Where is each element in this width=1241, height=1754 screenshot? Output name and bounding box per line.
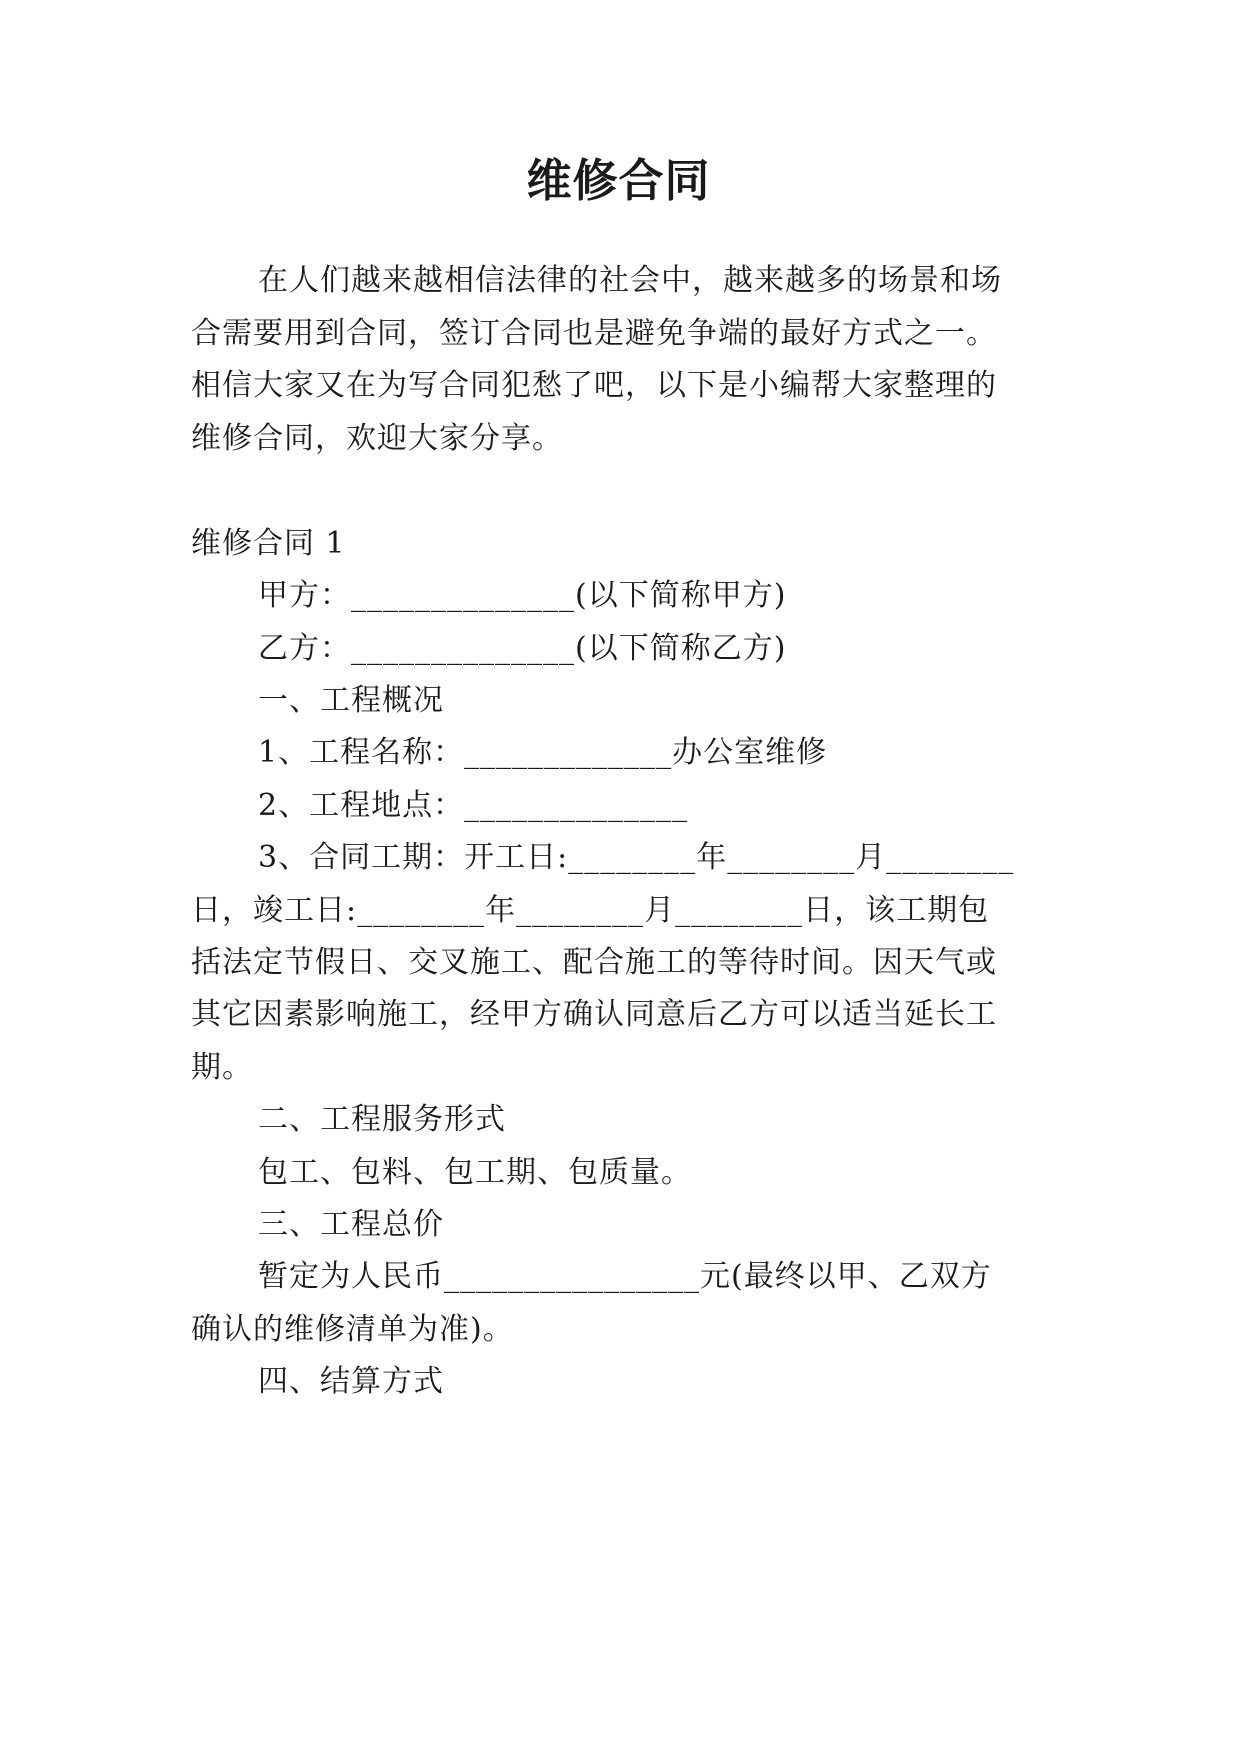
section-3-heading: 三、工程总价 bbox=[258, 1207, 444, 1242]
contract-period-line-1: 3、合同工期：开工日:________年________月________ bbox=[258, 840, 1015, 875]
project-location-line: 2、工程地点：______________ bbox=[258, 788, 689, 823]
document-title: 维修合同 bbox=[526, 154, 711, 207]
intro-line-3: 相信大家又在为写合同犯愁了吧，以下是小编帮大家整理的 bbox=[191, 368, 997, 403]
project-name-line: 1、工程名称：_____________办公室维修 bbox=[258, 735, 828, 770]
party-a-line: 甲方：______________(以下简称甲方) bbox=[258, 578, 787, 613]
contract-period-line-5: 期。 bbox=[191, 1050, 253, 1085]
section-1-heading: 一、工程概况 bbox=[258, 683, 444, 718]
section-2-heading: 二、工程服务形式 bbox=[258, 1102, 506, 1137]
party-b-line: 乙方：______________(以下简称乙方) bbox=[258, 631, 787, 666]
contract-period-line-3: 括法定节假日、交叉施工、配合施工的等待时间。因天气或 bbox=[191, 945, 997, 980]
intro-line-4: 维修合同，欢迎大家分享。 bbox=[191, 421, 563, 456]
intro-line-2: 合需要用到合同，签订合同也是避免争端的最好方式之一。 bbox=[191, 316, 997, 351]
contract-period-line-2: 日，竣工日:________年________月________日，该工期包 bbox=[191, 893, 990, 928]
section-3-body-line-1: 暂定为人民币________________元(最终以甲、乙双方 bbox=[258, 1259, 992, 1294]
section-2-body: 包工、包料、包工期、包质量。 bbox=[258, 1155, 692, 1190]
contract-period-line-4: 其它因素影响施工，经甲方确认同意后乙方可以适当延长工 bbox=[191, 997, 997, 1032]
contract-heading: 维修合同 1 bbox=[191, 526, 346, 561]
section-4-heading: 四、结算方式 bbox=[258, 1364, 444, 1399]
section-3-body-line-2: 确认的维修清单为准)。 bbox=[191, 1312, 514, 1347]
intro-line-1: 在人们越来越相信法律的社会中，越来越多的场景和场 bbox=[258, 263, 1002, 298]
